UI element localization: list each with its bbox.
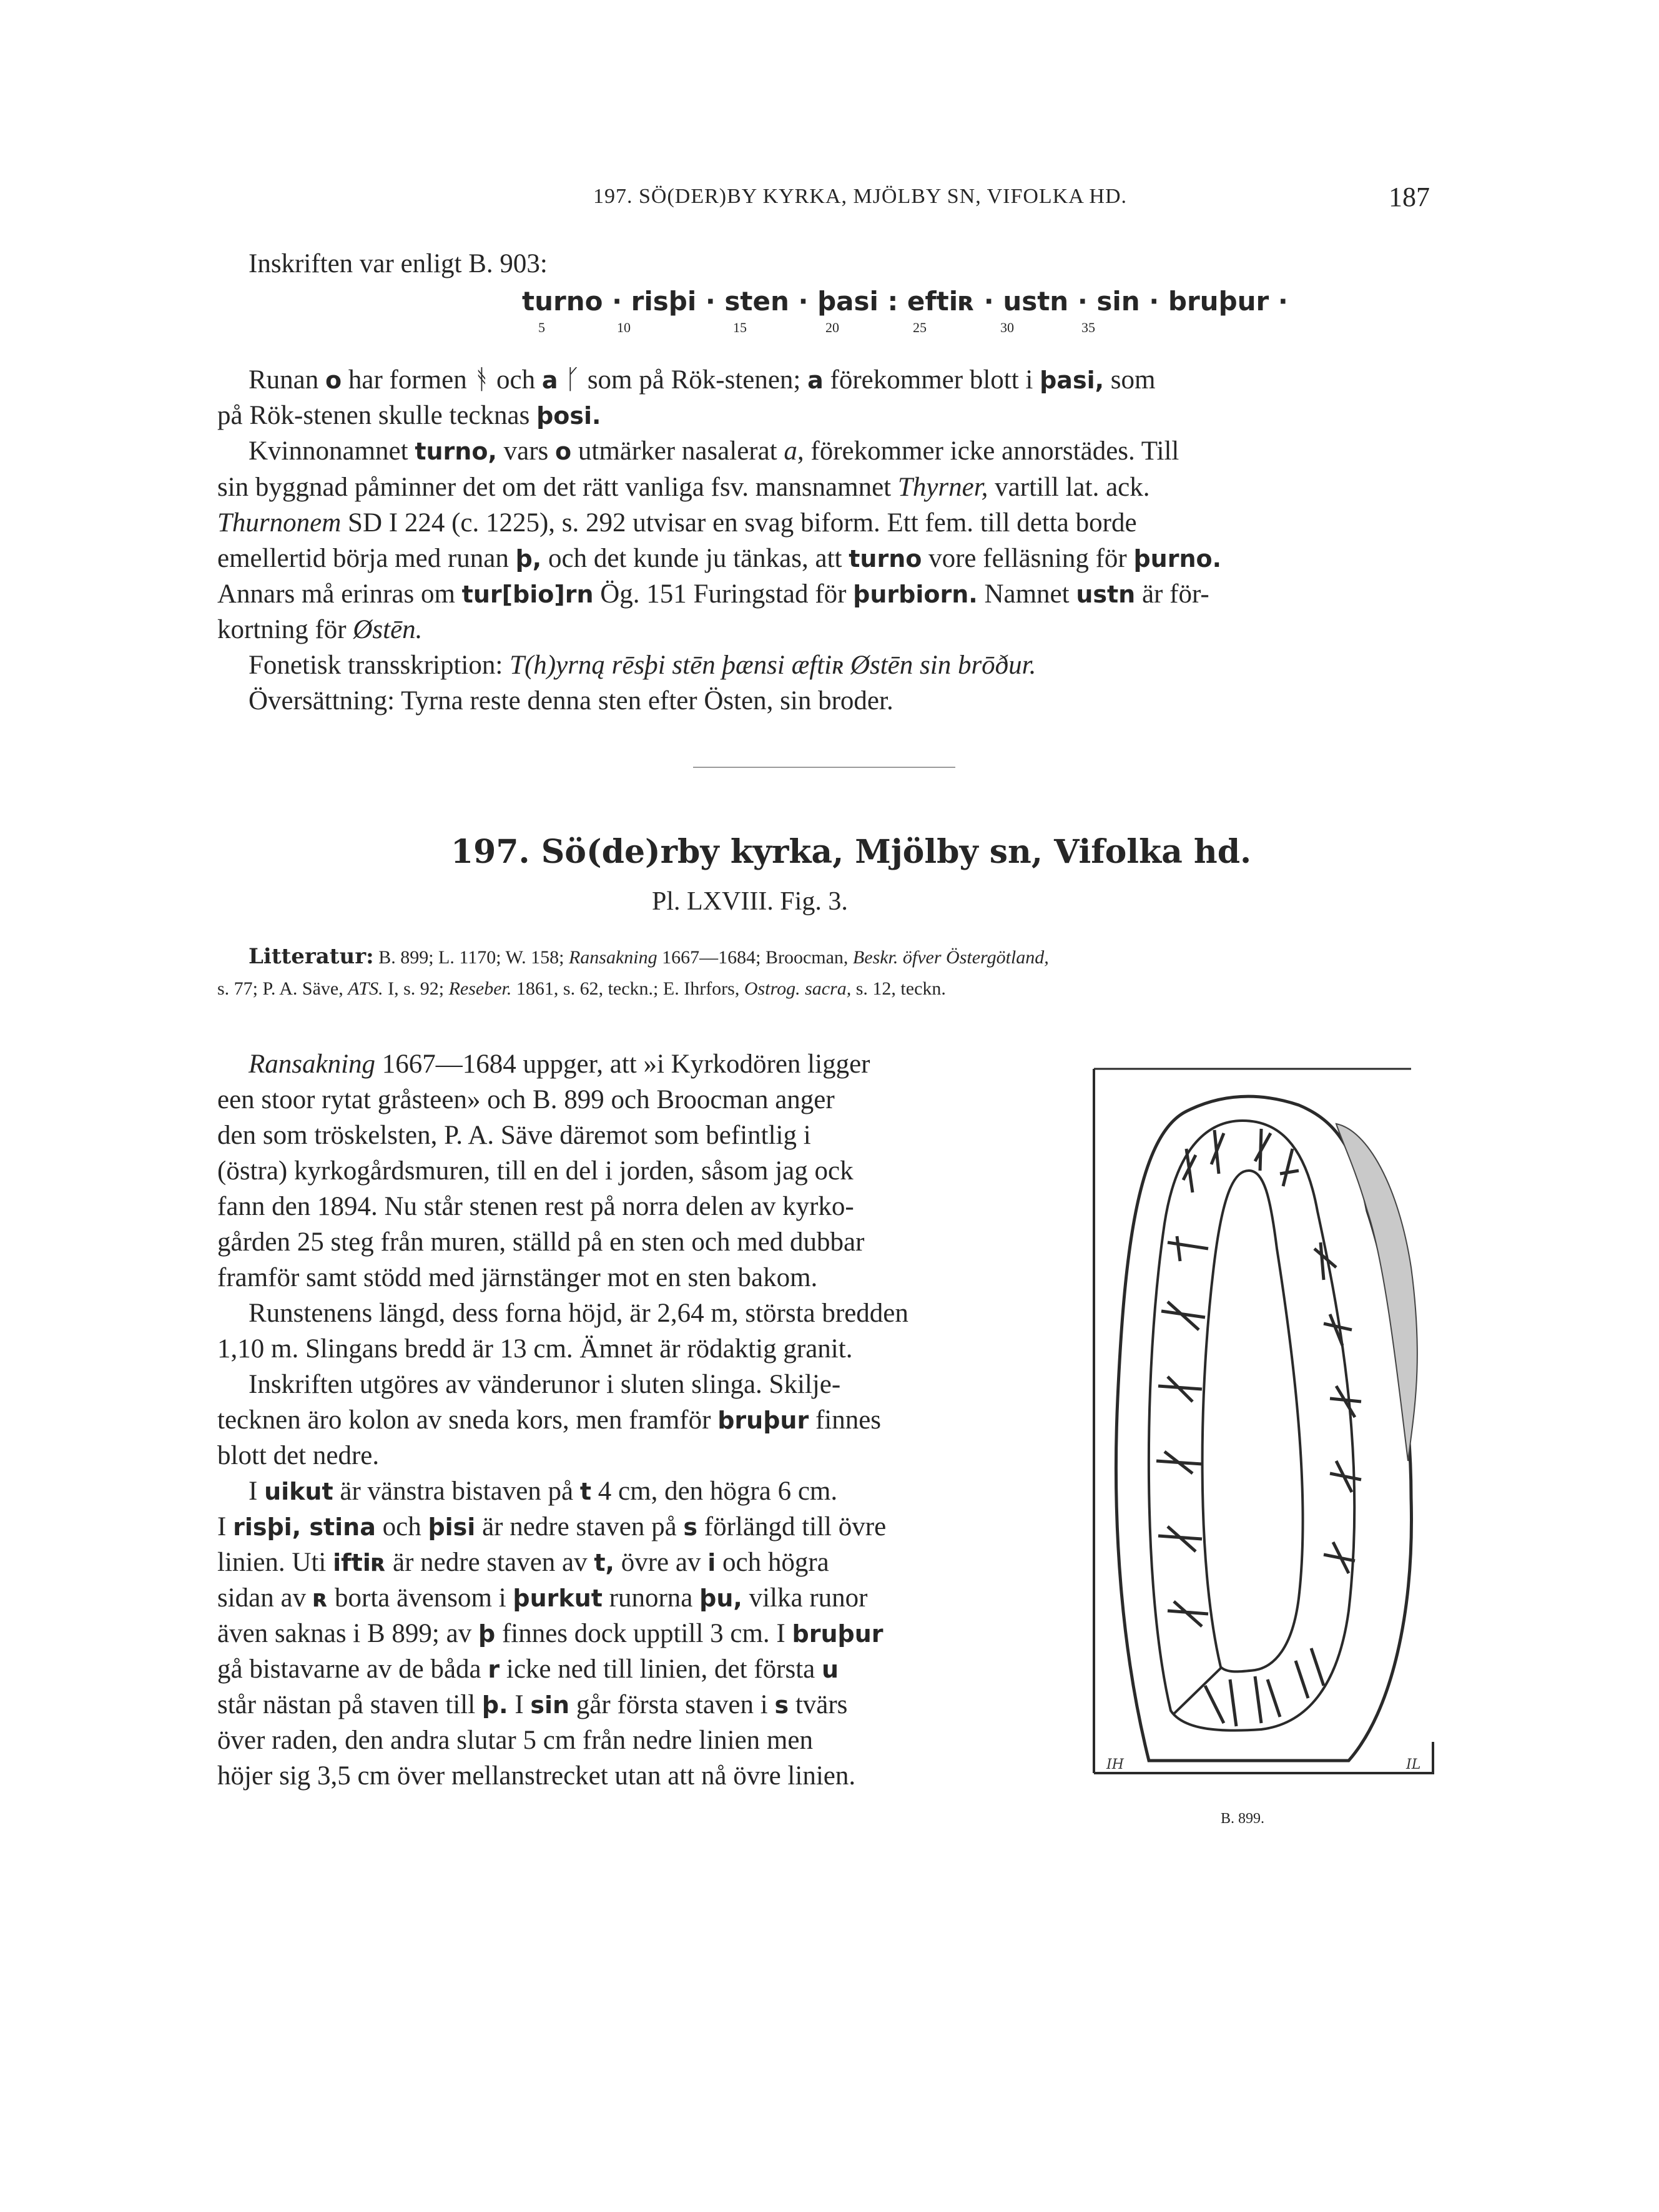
rune-strokes [1156,1129,1361,1726]
stone-shaded-area [1336,1124,1417,1461]
transliteration: turno · risþi · sten · þasi : eftiʀ · ustn · sin · bruþur · [522,286,1288,317]
body-line: även saknas i B 899; av þ finnes dock upptill 3 cm. I bruþur [217,1619,884,1648]
rune-number: 20 [825,320,839,335]
inscription-intro: Inskriften var enligt B. 903: [249,249,548,278]
rune-number: 10 [617,320,631,335]
paragraph-line: kortning för Østēn. [217,615,423,644]
body-line: gå bistavarne av de båda r icke ned till linien, det första u [217,1654,839,1684]
paragraph-line: emellertid börja med runan þ, och det kunde ju tänkas, att turno vore felläsning för þurno. [217,544,1222,573]
body-line: Ransakning 1667—1684 uppger, att »i Kyrkodören ligger [249,1049,870,1079]
plate-reference: Pl. LXVIII. Fig. 3. [652,887,848,916]
body-line: står nästan på staven till þ. I sin går första staven i s tvärs [217,1690,848,1719]
rune-number: 15 [733,320,747,335]
running-title: 197. SÖ(DER)BY KYRKA, MJÖLBY SN, VIFOLKA HD. [593,185,1128,208]
section-divider [693,767,955,768]
rune-numbers [522,320,1209,337]
figure-caption: B. 899. [1221,1811,1265,1827]
rune-band-outer [1149,1121,1354,1731]
paragraph-line: på Rök-stenen skulle tecknas þosi. [217,401,601,430]
rune-number: 30 [1000,320,1014,335]
body-line: den som tröskelsten, P. A. Säve däremot som befintlig i [217,1121,811,1150]
page-number: 187 [1389,182,1430,212]
body-line: framför samt stödd med järnstänger mot en sten bakom. [217,1263,818,1292]
body-line: 1,10 m. Slingans bredd är 13 cm. Ämnet är rödaktig granit. [217,1334,853,1364]
rune-band-inner [1203,1171,1303,1671]
translation: Översättning: Tyrna reste denna sten efter Östen, sin broder. [249,686,893,715]
body-line: een stoor rytat gråsteen» och B. 899 och Broocman anger [217,1085,835,1114]
body-line: över raden, den andra slutar 5 cm från nedre linien men [217,1726,813,1755]
rune-band-join [1174,1668,1221,1714]
body-line: höjer sig 3,5 cm över mellanstrecket utan att nå övre linien. [217,1761,856,1791]
phonetic-transcription: Fonetisk transskription: T(h)yrną rēsþi stēn þænsi æftiʀ Østēn sin brōður. [249,651,1036,680]
rune-number: 35 [1081,320,1095,335]
literature-line: s. 77; P. A. Säve, ATS. I, s. 92; Reseber. 1861, s. 62, teckn.; E. Ihrfors, Ostrog. sacra, s. 12, teckn. [217,978,946,999]
body-line: Runstenens längd, dess forna höjd, är 2,64 m, största bredden [249,1299,908,1328]
body-line: I risþi, stina och þisi är nedre staven på s förlängd till övre [217,1512,887,1541]
body-line: tecknen äro kolon av sneda kors, men framför bruþur finnes [217,1405,882,1435]
body-line: fann den 1894. Nu står stenen rest på norra delen av kyrko- [217,1192,854,1221]
body-line: Inskriften utgöres av vänderunor i sluten slinga. Skilje- [249,1370,841,1399]
paragraph-line: Thurnonem SD I 224 (c. 1225), s. 292 utvisar en svag biform. Ett fem. till detta borde [217,508,1137,538]
body-line: gården 25 steg från muren, ställd på en sten och med dubbar [217,1227,865,1257]
literature-line: Litteratur: B. 899; L. 1170; W. 158; Ransakning 1667—1684; Broocman, Beskr. öfver Östergötland, [249,944,1049,969]
body-line: blott det nedre. [217,1441,380,1470]
body-line: (östra) kyrkogårdsmuren, till en del i jorden, såsom jag ock [217,1156,854,1186]
rune-number: 25 [913,320,927,335]
runestone-figure [1074,1061,1449,1804]
figure-mark-left: IH [1106,1757,1124,1772]
paragraph-line: sin byggnad påminner det om det rätt vanliga fsv. mansnamnet Thyrner, vartill lat. ack. [217,473,1150,502]
entry-title: 197. Sö(de)rby kyrka, Mjölby sn, Vifolka hd. [451,833,1252,871]
paragraph-line: Annars må erinras om tur[bio]rn Ög. 151 Furingstad för þurbiorn. Namnet ustn är för- [217,579,1209,609]
figure-mark-right: IL [1406,1757,1421,1772]
body-line: I uikut är vänstra bistaven på t 4 cm, den högra 6 cm. [249,1477,838,1506]
rune-number: 5 [538,320,545,335]
paragraph-line: Kvinnonamnet turno, vars o utmärker nasalerat a, förekommer icke annorstädes. Till [249,436,1179,466]
body-line: sidan av ʀ borta ävensom i þurkut runorna þu, vilka runor [217,1583,868,1613]
paragraph-line: Runan o har formen ᚬ och a ᚴ som på Rök-stenen; a förekommer blott i þasi, som [249,365,1156,395]
body-line: linien. Uti iftiʀ är nedre staven av t, övre av i och högra [217,1548,829,1577]
